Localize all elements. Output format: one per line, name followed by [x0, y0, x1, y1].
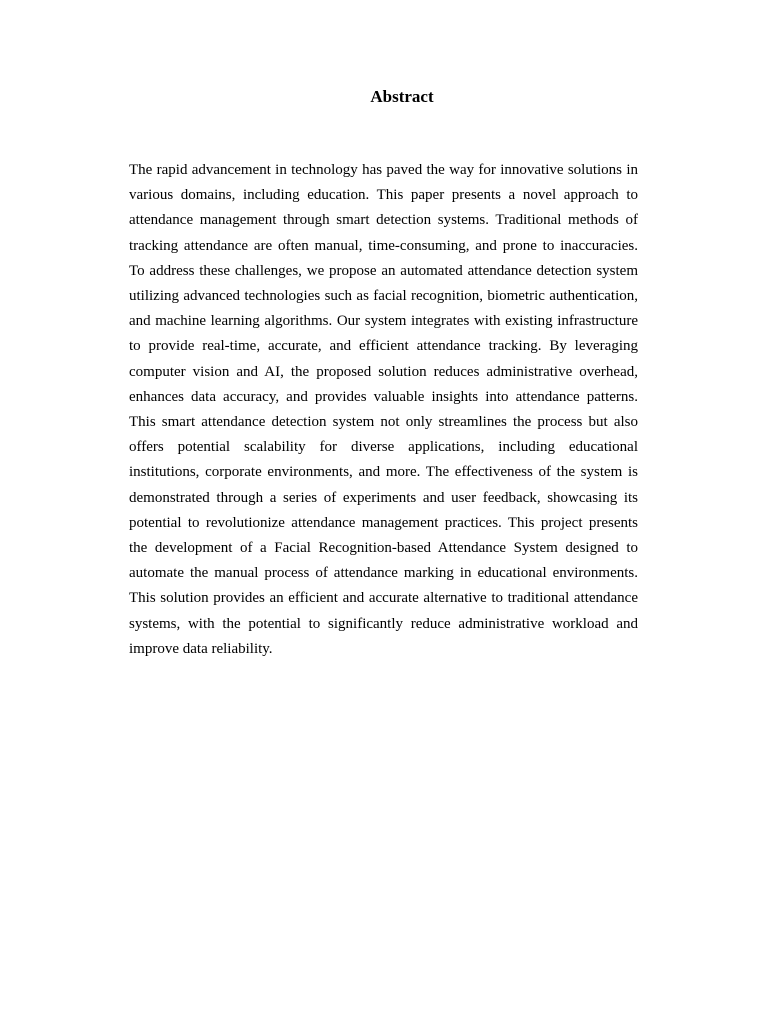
abstract-paragraph: The rapid advancement in technology has paved the way for innovative solutions in various domains, including education. This paper presents a novel approach to attendance management through smart detection systems. Traditional methods of tracking attendance are often manual, time-consuming, and prone to inaccuracies. To address these challenges, we propose an automated attendance detection system utilizing advanced technologies such as facial recognition, biometric authentication, and machine learning algorithms. Our system integrates with existing infrastructure to provide real-time, accurate, and efficient attendance tracking. By leveraging computer vision and AI, the proposed solution reduces administrative overhead, enhances data accuracy, and provides valuable insights into attendance patterns. This smart attendance detection system not only streamlines the process but also offers potential scalability for diverse applications, including educational institutions, corporate environments, and more. The effectiveness of the system is demonstrated through a series of experiments and user feedback, showcasing its potential to revolutionize attendance management practices. This project presents the development of a Facial Recognition-based Attendance System designed to automate the manual process of attendance marking in educational environments. This solution provides an efficient and accurate alternative to traditional attendance systems, with the potential to significantly reduce administrative workload and improve data reliability. [129, 162, 638, 657]
abstract-heading: Abstract [370, 87, 434, 106]
